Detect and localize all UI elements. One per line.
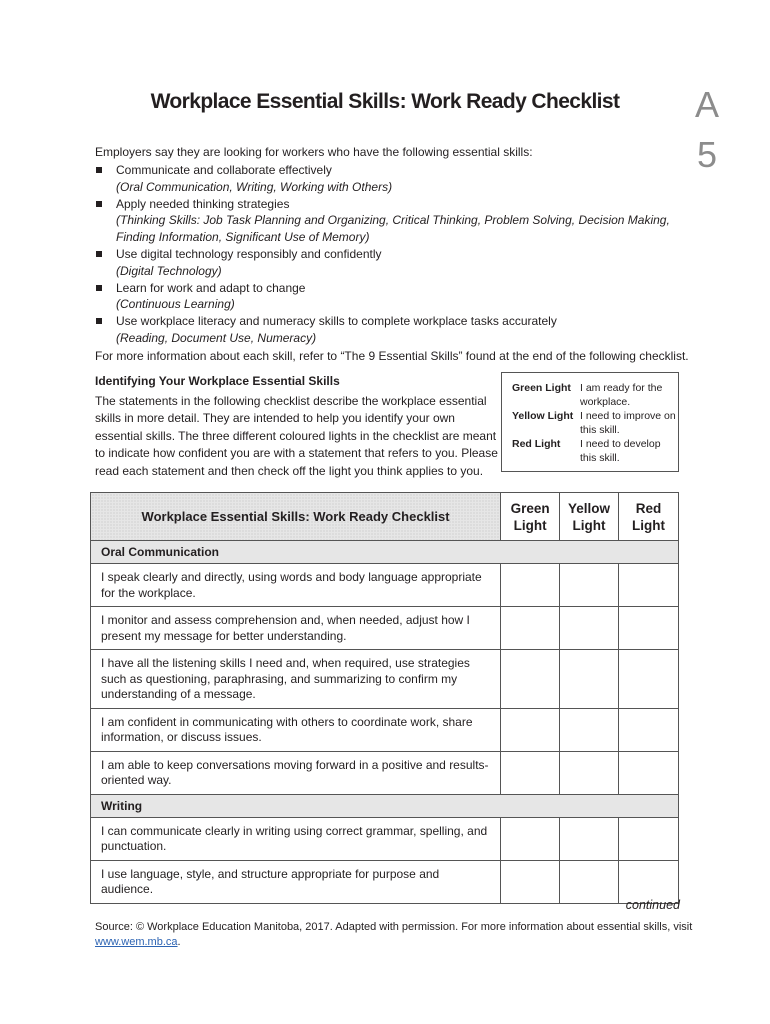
- red-light-checkbox[interactable]: [619, 751, 679, 794]
- statement-text: I monitor and assess comprehension and, when needed, adjust how I present my message for better understanding.: [91, 607, 501, 650]
- green-light-checkbox[interactable]: [501, 817, 560, 860]
- table-row: [91, 860, 679, 903]
- red-light-checkbox[interactable]: [619, 607, 679, 650]
- table-row: [91, 607, 679, 650]
- red-light-checkbox[interactable]: [619, 860, 679, 903]
- green-light-checkbox[interactable]: [501, 860, 560, 903]
- page-title: Workplace Essential Skills: Work Ready Checklist: [150, 90, 620, 113]
- yellow-light-checkbox[interactable]: [560, 650, 619, 709]
- green-light-checkbox[interactable]: [501, 751, 560, 794]
- table-title: Workplace Essential Skills: Work Ready Checklist: [91, 493, 501, 541]
- bullet-item: Use workplace literacy and numeracy skills to complete workplace tasks accurately (Reading, Document Use, Numeracy): [95, 313, 695, 347]
- red-light-checkbox[interactable]: [619, 817, 679, 860]
- bullet-square-icon: [96, 167, 102, 173]
- section-tab-number: 5: [696, 134, 718, 175]
- bullet-square-icon: [96, 201, 102, 207]
- table-header-row: [91, 493, 679, 541]
- bullet-square-icon: [96, 285, 102, 291]
- column-green-light: Green Light: [501, 493, 560, 541]
- section-header-writing: Writing: [91, 794, 679, 817]
- table-row: [91, 650, 679, 709]
- bullet-item: Learn for work and adapt to change (Continuous Learning): [95, 280, 695, 314]
- statement-text: I use language, style, and structure appropriate for purpose and audience.: [91, 860, 501, 903]
- yellow-light-checkbox[interactable]: [560, 751, 619, 794]
- yellow-light-checkbox[interactable]: [560, 564, 619, 607]
- skills-checklist-table: [90, 492, 679, 904]
- table-row: [91, 817, 679, 860]
- bullet-item: Apply needed thinking strategies (Thinking Skills: Job Task Planning and Organizing, Critical Thinking, Problem Solving, Decision Making, Finding Information, Significant Use of Memory): [95, 196, 695, 246]
- bullet-square-icon: [96, 251, 102, 257]
- green-light-checkbox[interactable]: [501, 564, 560, 607]
- statement-text: I am able to keep conversations moving forward in a positive and results-oriented way.: [91, 751, 501, 794]
- statement-text: I am confident in communicating with others to coordinate work, share information, or discuss issues.: [91, 708, 501, 751]
- yellow-light-checkbox[interactable]: [560, 607, 619, 650]
- identify-body: The statements in the following checklist describe the workplace essential skills in more detail. They are intended to help you identify your own essential skills. The three different coloured lights in the checklist are meant to indicate how confident you are with a statement that refers to you. Please read each statement and then check off the light you think applies to you.: [95, 394, 498, 478]
- yellow-light-checkbox[interactable]: [560, 860, 619, 903]
- identify-heading: Identifying Your Workplace Essential Skills: [95, 374, 340, 388]
- statement-text: I can communicate clearly in writing using correct grammar, spelling, and punctuation.: [91, 817, 501, 860]
- statement-text: I have all the listening skills I need and, when required, use strategies such as questioning, paraphrasing, and summarizing to confirm my understanding of a message.: [91, 650, 501, 709]
- bullet-square-icon: [96, 318, 102, 324]
- red-light-checkbox[interactable]: [619, 650, 679, 709]
- green-light-checkbox[interactable]: [501, 650, 560, 709]
- green-light-checkbox[interactable]: [501, 708, 560, 751]
- column-red-light: Red Light: [619, 493, 679, 541]
- column-yellow-light: Yellow Light: [560, 493, 619, 541]
- section-tab-letter: A: [694, 84, 719, 125]
- section-header-oral-communication: Oral Communication: [91, 541, 679, 564]
- table-row: [91, 564, 679, 607]
- bullet-item: Communicate and collaborate effectively (Oral Communication, Writing, Working with Others): [95, 162, 695, 196]
- bullet-item: Use digital technology responsibly and confidently (Digital Technology): [95, 246, 695, 280]
- skills-bullet-list: [95, 162, 695, 347]
- intro-text: Employers say they are looking for workers who have the following essential skills:: [95, 145, 533, 159]
- source-link[interactable]: www.wem.mb.ca: [95, 936, 178, 948]
- yellow-light-checkbox[interactable]: [560, 817, 619, 860]
- more-info-text: For more information about each skill, refer to “The 9 Essential Skills” found at the end of the following checklist.: [95, 349, 689, 363]
- red-light-checkbox[interactable]: [619, 564, 679, 607]
- table-row: [91, 751, 679, 794]
- light-legend-box: Green Light I am ready for the workplace. Yellow Light I need to improve on this skill. Red Light I need to develop this skill.: [501, 372, 679, 472]
- green-light-checkbox[interactable]: [501, 607, 560, 650]
- continued-label: continued: [625, 898, 680, 912]
- table-row: [91, 708, 679, 751]
- statement-text: I speak clearly and directly, using words and body language appropriate for the workplace.: [91, 564, 501, 607]
- source-note: Source: © Workplace Education Manitoba, 2017. Adapted with permission. For more information about essential skills, visit www.wem.mb.ca.: [95, 921, 693, 948]
- yellow-light-checkbox[interactable]: [560, 708, 619, 751]
- red-light-checkbox[interactable]: [619, 708, 679, 751]
